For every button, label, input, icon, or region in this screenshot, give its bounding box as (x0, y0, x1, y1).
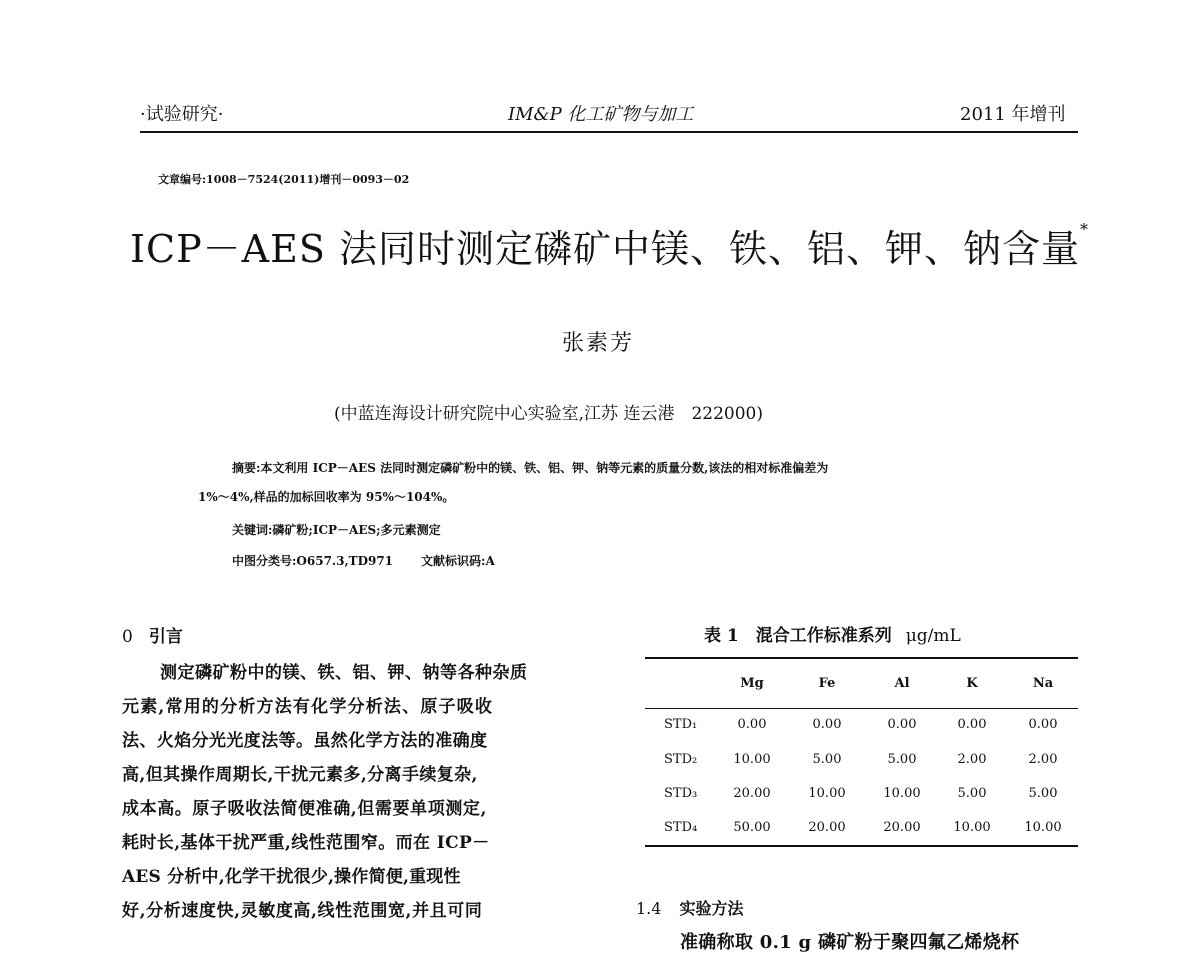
table-bottom-rule (645, 845, 1078, 847)
table-cell: 5.00 (812, 752, 842, 767)
table-header-fe: Fe (818, 676, 836, 691)
table-cell: 0.00 (957, 717, 987, 732)
table-cell: 5.00 (887, 752, 917, 767)
table-cell: 0.00 (812, 717, 842, 732)
table-caption-text: 表 1 混合工作标准系列 (704, 626, 892, 646)
table-cell: 0.00 (887, 717, 917, 732)
table-cell: 10.00 (1024, 820, 1062, 835)
document-code: 文献标识码:A (421, 554, 495, 568)
table-header-na: Na (1032, 676, 1054, 691)
table-cell: 20.00 (883, 820, 921, 835)
section-1-4-number: 1.4 (636, 899, 662, 918)
section-0-number: 0 (122, 627, 133, 647)
abstract-line-1: 摘要:本文利用 ICP－AES 法同时测定磷矿粉中的镁、铁、铝、钾、钠等元素的质量分数,该法的相对标准偏差为 (232, 461, 829, 475)
table-cell: 20.00 (808, 820, 846, 835)
section-0-heading (122, 622, 183, 647)
body-line: 高,但其操作周期长,干扰元素多,分离手续复杂, (122, 765, 478, 785)
table-header-k: K (966, 676, 978, 691)
table-header-al: Al (894, 676, 910, 691)
table-cell: 20.00 (733, 786, 771, 801)
table-cell: 10.00 (733, 752, 771, 767)
table-cell: 10.00 (808, 786, 846, 801)
section-0-title: 引言 (148, 627, 183, 647)
body-line: 元素,常用的分析方法有化学分析法、原子吸收 (122, 697, 494, 717)
keywords: 关键词:磷矿粉;ICP－AES;多元素测定 (232, 523, 441, 537)
author-affiliation: (中蓝连海设计研究院中心实验室,江苏 连云港 222000) (334, 404, 763, 424)
abstract-line-2: 1%～4%,样品的加标回收率为 95%～104%。 (198, 490, 455, 504)
body-line: AES 分析中,化学干扰很少,操作简便,重现性 (122, 867, 461, 887)
table-cell: 0.00 (737, 717, 767, 732)
table-cell: 10.00 (953, 820, 991, 835)
running-header-journal: IM&P 化工矿物与加工 (508, 104, 694, 125)
table-row-label: STD₂ (664, 752, 698, 767)
article-number: 文章编号:1008－7524(2011)增刊－0093－02 (158, 173, 410, 186)
table-cell: 5.00 (1028, 786, 1058, 801)
table-row-label: STD₁ (664, 717, 698, 732)
author-name: 张素芳 (562, 331, 635, 356)
table-cell: 2.00 (1028, 752, 1058, 767)
paper-title (130, 218, 1089, 273)
body-line: 准确称取 0.1 g 磷矿粉于聚四氟乙烯烧杯 (680, 932, 1020, 953)
table-cell: 2.00 (957, 752, 987, 767)
table-header-rule (645, 708, 1078, 709)
classification-line (232, 552, 495, 569)
table-cell: 10.00 (883, 786, 921, 801)
table-cell: 50.00 (733, 820, 771, 835)
body-line: 法、火焰分光光度法等。虽然化学方法的准确度 (122, 731, 488, 751)
header-rule (140, 131, 1078, 133)
table-unit: μg/mL (905, 626, 961, 646)
paper-title-text: ICP－AES 法同时测定磷矿中镁、铁、铝、钾、钠含量 (130, 227, 1080, 271)
table-cell: 5.00 (957, 786, 987, 801)
running-header-issue: 2011 年增刊 (960, 104, 1066, 125)
table-caption (704, 621, 961, 646)
table-row-label: STD₄ (664, 820, 698, 835)
section-1-4-title: 实验方法 (679, 899, 744, 918)
running-header-section: ·试验研究· (140, 104, 224, 125)
title-footnote-mark: * (1079, 220, 1089, 239)
body-line: 成本高。原子吸收法简便准确,但需要单项测定, (122, 799, 488, 819)
table-cell: 0.00 (1028, 717, 1058, 732)
body-line: 好,分析速度快,灵敏度高,线性范围宽,并且可同 (122, 901, 483, 921)
body-line: 耗时长,基体干扰严重,线性范围窄。而在 ICP－ (122, 833, 490, 853)
table-top-rule (645, 657, 1078, 659)
clc-number: 中图分类号:O657.3,TD971 (232, 554, 394, 568)
section-1-4-heading (636, 896, 743, 919)
table-header-mg: Mg (740, 676, 764, 691)
body-line: 测定磷矿粉中的镁、铁、铝、钾、钠等各种杂质 (160, 663, 528, 683)
table-row-label: STD₃ (664, 786, 698, 801)
